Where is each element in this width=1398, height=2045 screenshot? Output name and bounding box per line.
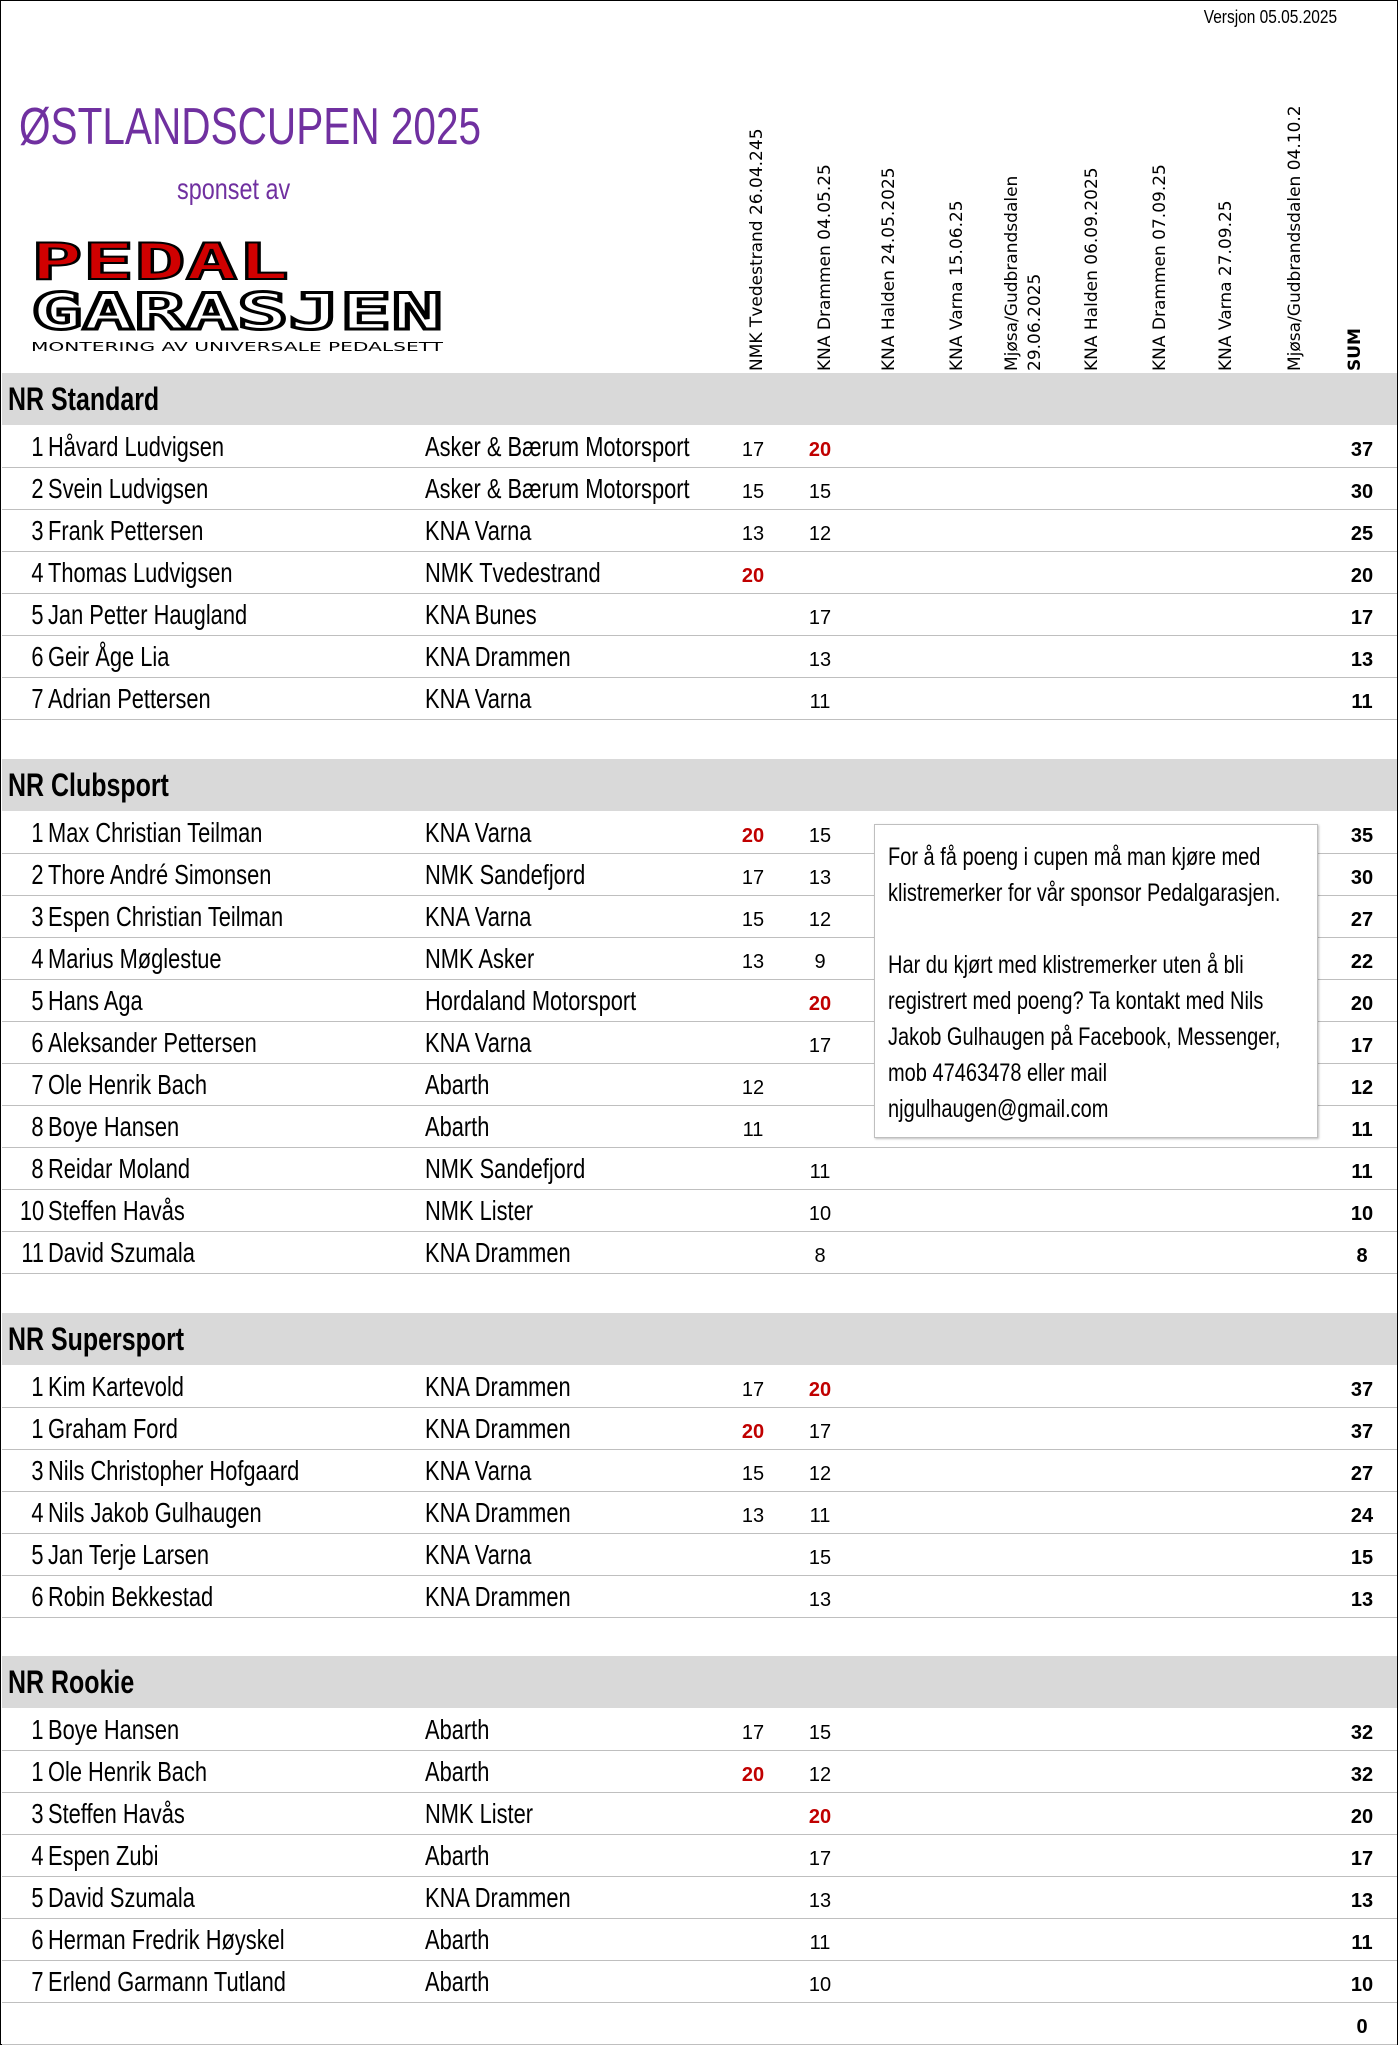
club-name: NMK Lister: [425, 1798, 534, 1829]
points-round-2: 11: [809, 1161, 831, 1183]
driver-name: Ole Henrik Bach: [48, 1756, 208, 1787]
rank-cell: 2: [31, 859, 44, 890]
points-round-1: 20: [741, 565, 765, 587]
table-row: [2, 1834, 1397, 1877]
table-row: [2, 1876, 1397, 1919]
note-line: For å få poeng i cupen må man kjøre med: [888, 843, 1261, 871]
club-name: Abarth: [425, 1714, 490, 1745]
rank-cell: 6: [31, 1924, 44, 1955]
club-name: KNA Drammen: [425, 1581, 571, 1612]
driver-name: Jan Petter Haugland: [48, 599, 248, 630]
note-line: njgulhaugen@gmail.com: [888, 1095, 1109, 1123]
rank-cell: 1: [31, 1413, 44, 1444]
points-sum: 12: [1350, 1077, 1374, 1099]
driver-name: Robin Bekkestad: [48, 1581, 214, 1612]
section-title: NR Supersport: [8, 1321, 185, 1357]
rank-cell: 7: [31, 1069, 44, 1100]
points-round-1: 13: [741, 1505, 765, 1527]
points-round-2: 9: [814, 951, 826, 973]
points-round-2: 15: [808, 1722, 832, 1744]
col-header-round-3: KNA Halden 24.05.2025: [879, 167, 899, 371]
page-title: ØSTLANDSCUPEN 2025: [19, 98, 482, 156]
driver-name: Hans Aga: [48, 985, 143, 1016]
table-row: [2, 1407, 1397, 1450]
driver-name: Geir Åge Lia: [48, 641, 170, 672]
section-header: [2, 1313, 1397, 1365]
rank-cell: 10: [19, 1195, 44, 1226]
driver-name: Kim Kartevold: [48, 1371, 184, 1402]
rank-cell: 7: [31, 683, 44, 714]
club-name: KNA Varna: [425, 817, 532, 848]
points-sum: 37: [1350, 1421, 1374, 1443]
col-header-round-7: KNA Drammen 07.09.25: [1150, 164, 1170, 371]
col-header-sum: SUM: [1345, 328, 1365, 371]
points-sum: 11: [1351, 1932, 1373, 1954]
table-row: [2, 1575, 1397, 1618]
points-round-1: 17: [741, 1379, 765, 1401]
table-row: [2, 425, 1397, 468]
points-sum: 13: [1350, 1589, 1374, 1611]
club-name: KNA Varna: [425, 1539, 532, 1570]
driver-name: Håvard Ludvigsen: [48, 431, 225, 462]
col-header-round-8: KNA Varna 27.09.25: [1216, 200, 1236, 371]
table-row: [2, 1449, 1397, 1492]
rank-cell: 1: [31, 431, 44, 462]
driver-name: Svein Ludvigsen: [48, 473, 209, 504]
points-sum: 17: [1350, 607, 1374, 629]
club-name: KNA Varna: [425, 901, 532, 932]
rank-cell: 3: [31, 515, 44, 546]
table-row: [2, 1147, 1397, 1190]
club-name: KNA Varna: [425, 515, 532, 546]
rank-cell: 7: [31, 1966, 44, 1997]
table-row: [2, 1189, 1397, 1232]
club-name: KNA Drammen: [425, 1237, 571, 1268]
club-name: KNA Varna: [425, 683, 532, 714]
points-round-2: 15: [808, 825, 832, 847]
driver-name: Herman Fredrik Høyskel: [48, 1924, 285, 1955]
club-name: NMK Tvedestrand: [425, 557, 601, 588]
table-row: [2, 551, 1397, 594]
rank-cell: 8: [31, 1153, 44, 1184]
rank-cell: 5: [31, 1539, 44, 1570]
club-name: NMK Sandefjord: [425, 859, 586, 890]
section-title: NR Clubsport: [8, 767, 169, 803]
table-row: [2, 1750, 1397, 1793]
driver-name: Nils Jakob Gulhaugen: [48, 1497, 262, 1528]
points-sum: 17: [1350, 1035, 1374, 1057]
section-header: [2, 1656, 1397, 1708]
points-round-2: 17: [808, 607, 832, 629]
driver-name: Boye Hansen: [48, 1111, 180, 1142]
club-name: KNA Drammen: [425, 1497, 571, 1528]
points-sum: 35: [1350, 825, 1374, 847]
club-name: Abarth: [425, 1756, 490, 1787]
club-name: NMK Sandefjord: [425, 1153, 586, 1184]
col-header-round-4: KNA Varna 15.06.25: [947, 200, 967, 371]
points-round-2: 10: [808, 1974, 832, 1996]
driver-name: Aleksander Pettersen: [48, 1027, 257, 1058]
club-name: Abarth: [425, 1924, 490, 1955]
rank-cell: 5: [31, 599, 44, 630]
rank-cell: 1: [31, 1714, 44, 1745]
points-round-1: 12: [741, 1077, 765, 1099]
points-sum: 37: [1350, 439, 1374, 461]
info-note: [874, 824, 1318, 1138]
driver-name: Espen Zubi: [48, 1840, 159, 1871]
table-row: [2, 1491, 1397, 1534]
club-name: Abarth: [425, 1111, 490, 1142]
points-round-2: 12: [808, 1764, 832, 1786]
logo-tagline: MONTERING AV UNIVERSALE PEDALSETT: [31, 340, 445, 354]
points-sum: 37: [1350, 1379, 1374, 1401]
points-round-2: 13: [808, 649, 832, 671]
club-name: Hordaland Motorsport: [425, 985, 637, 1016]
club-name: NMK Lister: [425, 1195, 534, 1226]
rank-cell: 11: [21, 1237, 44, 1268]
section-header: [2, 373, 1397, 425]
table-row: [2, 2002, 1397, 2045]
points-round-2: 20: [808, 439, 832, 461]
points-round-2: 13: [808, 1890, 832, 1912]
rank-cell: 6: [31, 1581, 44, 1612]
driver-name: Max Christian Teilman: [48, 817, 263, 848]
rank-cell: 3: [31, 1455, 44, 1486]
points-round-1: 20: [741, 1421, 765, 1443]
points-round-1: 13: [741, 951, 765, 973]
driver-name: Steffen Havås: [48, 1195, 185, 1226]
points-round-1: 17: [741, 439, 765, 461]
table-row: [2, 1960, 1397, 2003]
driver-name: Erlend Garmann Tutland: [48, 1966, 286, 1997]
points-sum: 20: [1350, 565, 1374, 587]
table-row: [2, 1533, 1397, 1576]
club-name: Abarth: [425, 1966, 490, 1997]
version-label: Versjon 05.05.2025: [1203, 7, 1337, 27]
col-header-round-9: Mjøsa/Gudbrandsdalen 04.10.2: [1285, 105, 1305, 371]
points-round-2: 15: [808, 481, 832, 503]
points-sum: 13: [1350, 1890, 1374, 1912]
club-name: KNA Drammen: [425, 1882, 571, 1913]
points-sum: 25: [1350, 523, 1374, 545]
points-sum: 30: [1350, 481, 1374, 503]
points-round-2: 13: [808, 867, 832, 889]
points-round-2: 11: [809, 1932, 831, 1954]
rank-cell: 4: [31, 557, 44, 588]
rank-cell: 8: [31, 1111, 44, 1142]
points-round-2: 12: [808, 909, 832, 931]
rank-cell: 5: [31, 1882, 44, 1913]
logo-line1: PEDAL: [31, 237, 289, 291]
club-name: Abarth: [425, 1069, 490, 1100]
note-line: mob 47463478 eller mail: [888, 1059, 1108, 1087]
points-round-2: 13: [808, 1589, 832, 1611]
points-round-1: 11: [742, 1119, 764, 1141]
points-sum: 11: [1351, 1161, 1373, 1183]
club-name: Asker & Bærum Motorsport: [425, 431, 690, 462]
table-row: [2, 1708, 1397, 1751]
points-sum: 24: [1350, 1505, 1374, 1527]
col-header-round-6: KNA Halden 06.09.2025: [1082, 167, 1102, 371]
rank-cell: 5: [31, 985, 44, 1016]
points-round-2: 20: [808, 993, 832, 1015]
points-sum: 20: [1350, 1806, 1374, 1828]
club-name: Asker & Bærum Motorsport: [425, 473, 690, 504]
driver-name: David Szumala: [48, 1882, 195, 1913]
points-round-2: 10: [808, 1203, 832, 1225]
club-name: KNA Drammen: [425, 1413, 571, 1444]
col-header-round-5-date: 29.06.2025: [1025, 273, 1045, 371]
driver-name: Frank Pettersen: [48, 515, 204, 546]
points-sum: 10: [1350, 1974, 1374, 1996]
points-sum: 8: [1356, 1245, 1368, 1267]
col-header-round-1: NMK Tvedestrand 26.04.245: [747, 128, 767, 371]
points-sum: 15: [1350, 1547, 1374, 1569]
driver-name: Adrian Pettersen: [48, 683, 211, 714]
driver-name: Nils Christopher Hofgaard: [48, 1455, 300, 1486]
rank-cell: 4: [31, 1840, 44, 1871]
rank-cell: 2: [31, 473, 44, 504]
points-round-2: 12: [808, 523, 832, 545]
points-sum: 27: [1350, 1463, 1374, 1485]
points-round-1: 20: [741, 1764, 765, 1786]
logo-line2: GARASJEN: [31, 283, 443, 341]
table-row: [2, 467, 1397, 510]
table-row: [2, 593, 1397, 636]
rank-cell: 3: [31, 901, 44, 932]
driver-name: David Szumala: [48, 1237, 195, 1268]
points-round-2: 20: [808, 1806, 832, 1828]
points-sum: 27: [1350, 909, 1374, 931]
table-row: [2, 1918, 1397, 1961]
points-sum: 32: [1350, 1722, 1374, 1744]
club-name: Abarth: [425, 1840, 490, 1871]
driver-name: Espen Christian Teilman: [48, 901, 284, 932]
note-line: Jakob Gulhaugen på Facebook, Messenger,: [888, 1023, 1281, 1051]
driver-name: Marius Møglestue: [48, 943, 222, 974]
club-name: KNA Drammen: [425, 1371, 571, 1402]
sponsor-text: sponset av: [177, 173, 291, 206]
club-name: KNA Varna: [425, 1027, 532, 1058]
points-round-2: 17: [808, 1421, 832, 1443]
points-round-1: 15: [741, 909, 765, 931]
table-row: [2, 1365, 1397, 1408]
rank-cell: 4: [31, 1497, 44, 1528]
driver-name: Ole Henrik Bach: [48, 1069, 208, 1100]
points-sum: 30: [1350, 867, 1374, 889]
note-line: Har du kjørt med klistremerker uten å bli: [888, 951, 1244, 979]
rank-cell: 3: [31, 1798, 44, 1829]
club-name: KNA Drammen: [425, 641, 571, 672]
rank-cell: 1: [31, 1371, 44, 1402]
section-title: NR Rookie: [8, 1664, 135, 1700]
driver-name: Jan Terje Larsen: [48, 1539, 210, 1570]
rank-cell: 6: [31, 641, 44, 672]
rank-cell: 1: [31, 817, 44, 848]
points-round-2: 20: [808, 1379, 832, 1401]
points-sum: 11: [1351, 691, 1373, 713]
table-row: [2, 1231, 1397, 1274]
points-round-2: 11: [809, 1505, 831, 1527]
driver-name: Steffen Havås: [48, 1798, 185, 1829]
points-sum: 32: [1350, 1764, 1374, 1786]
club-name: KNA Bunes: [425, 599, 537, 630]
section-title: NR Standard: [8, 381, 160, 417]
points-sum: 11: [1351, 1119, 1373, 1141]
rank-cell: 6: [31, 1027, 44, 1058]
points-round-1: 17: [741, 867, 765, 889]
note-line: registrert med poeng? Ta kontakt med Nils: [888, 987, 1264, 1015]
club-name: KNA Varna: [425, 1455, 532, 1486]
driver-name: Thore André Simonsen: [48, 859, 272, 890]
points-round-2: 8: [814, 1245, 826, 1267]
club-name: NMK Asker: [425, 943, 535, 974]
table-row: [2, 635, 1397, 678]
points-sum: 22: [1350, 951, 1374, 973]
points-round-2: 17: [808, 1035, 832, 1057]
table-row: [2, 677, 1397, 720]
points-sum: 20: [1350, 993, 1374, 1015]
points-round-1: 13: [741, 523, 765, 545]
col-header-round-2: KNA Drammen 04.05.25: [815, 164, 835, 371]
driver-name: Reidar Moland: [48, 1153, 191, 1184]
rank-cell: 1: [31, 1756, 44, 1787]
note-line: klistremerker for vår sponsor Pedalgarasjen.: [888, 879, 1281, 907]
col-header-round-5: Mjøsa/Gudbrandsdalen: [1002, 175, 1022, 371]
points-round-2: 11: [809, 691, 831, 713]
table-row: [2, 1792, 1397, 1835]
section-header: [2, 759, 1397, 811]
points-round-1: 17: [741, 1722, 765, 1744]
rank-cell: 4: [31, 943, 44, 974]
points-round-1: 20: [741, 825, 765, 847]
points-sum: 13: [1350, 649, 1374, 671]
points-round-2: 12: [808, 1463, 832, 1485]
points-sum: 10: [1350, 1203, 1374, 1225]
driver-name: Thomas Ludvigsen: [48, 557, 233, 588]
points-round-2: 17: [808, 1848, 832, 1870]
driver-name: Boye Hansen: [48, 1714, 180, 1745]
points-sum: 17: [1350, 1848, 1374, 1870]
points-sum: 0: [1356, 2016, 1368, 2038]
points-round-1: 15: [741, 481, 765, 503]
driver-name: Graham Ford: [48, 1413, 178, 1444]
points-round-1: 15: [741, 1463, 765, 1485]
points-round-2: 15: [808, 1547, 832, 1569]
table-row: [2, 509, 1397, 552]
column-headers: [1, 41, 1397, 371]
